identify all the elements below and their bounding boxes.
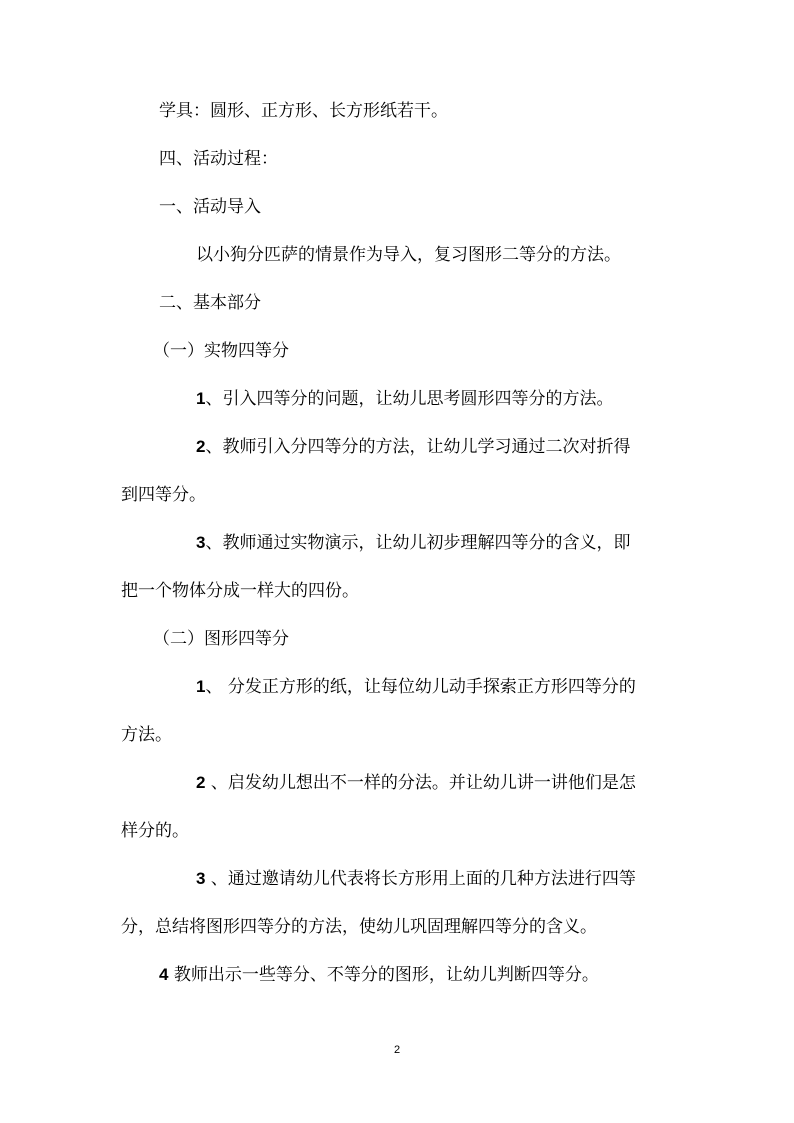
text-line-shape-item-3 <box>196 867 636 891</box>
line-text: 二、基本部分 <box>159 293 261 313</box>
item-number: 1 <box>196 389 206 408</box>
text-line-shape-item-2 <box>196 771 636 795</box>
text-line-shape-item-1-cont <box>121 723 172 747</box>
item-number: 2 <box>196 437 206 456</box>
line-text: 教师出示一些等分、不等分的图形，让幼儿判断四等分。 <box>168 965 599 985</box>
line-text: （一）实物四等分 <box>153 341 289 361</box>
line-text: 、 分发正方形的纸，让每位幼儿动手探索正方形四等分的 <box>205 677 636 697</box>
text-line-shape-item-4 <box>159 963 599 987</box>
line-text: 以小狗分匹萨的情景作为导入，复习图形二等分的方法。 <box>196 245 621 265</box>
text-line-shape-item-1 <box>196 675 636 699</box>
item-number: 1 <box>196 677 206 696</box>
page-number: 2 <box>393 1044 401 1056</box>
line-text: 一、活动导入 <box>159 197 261 217</box>
line-text: 、引入四等分的问题，让幼儿思考圆形四等分的方法。 <box>205 389 614 409</box>
line-text: 、教师引入分四等分的方法，让幼儿学习通过二次对折得 <box>205 437 631 457</box>
text-line-item-3-cont <box>121 579 359 603</box>
text-line-heading-process <box>159 147 278 171</box>
text-line-item-2 <box>196 435 630 459</box>
item-number: 3 <box>196 533 206 552</box>
line-text: 把一个物体分成一样大的四份。 <box>121 581 359 601</box>
text-line-heading-intro <box>159 195 261 219</box>
line-text: 、启发幼儿想出不一样的分法。并让幼儿讲一讲他们是怎 <box>205 773 636 793</box>
item-number: 2 <box>196 773 206 792</box>
item-number: 4 <box>159 965 169 984</box>
text-line-intro-body <box>196 243 621 267</box>
line-text: 、通过邀请幼儿代表将长方形用上面的几种方法进行四等 <box>205 869 636 889</box>
line-text: 学具：圆形、正方形、长方形纸若干。 <box>159 101 448 121</box>
line-text: （二）图形四等分 <box>153 629 289 649</box>
line-text: 到四等分。 <box>121 485 206 505</box>
text-line-item-2-cont <box>121 483 206 507</box>
line-text: 四、活动过程： <box>159 149 278 169</box>
text-line-shape-item-3-cont <box>121 915 597 939</box>
line-text: 方法。 <box>121 725 172 745</box>
item-number: 3 <box>196 869 206 888</box>
text-line-subheading-shapes <box>153 627 289 651</box>
line-text: 样分的。 <box>121 821 189 841</box>
text-line-item-1 <box>196 387 613 411</box>
text-line-heading-basic <box>159 291 261 315</box>
text-line-materials <box>159 99 448 123</box>
text-line-shape-item-2-cont <box>121 819 189 843</box>
line-text: 分，总结将图形四等分的方法，使幼儿巩固理解四等分的含义。 <box>121 917 597 937</box>
text-line-subheading-objects <box>153 339 289 363</box>
text-line-item-3 <box>196 531 630 555</box>
line-text: 、教师通过实物演示，让幼儿初步理解四等分的含义，即 <box>205 533 631 553</box>
